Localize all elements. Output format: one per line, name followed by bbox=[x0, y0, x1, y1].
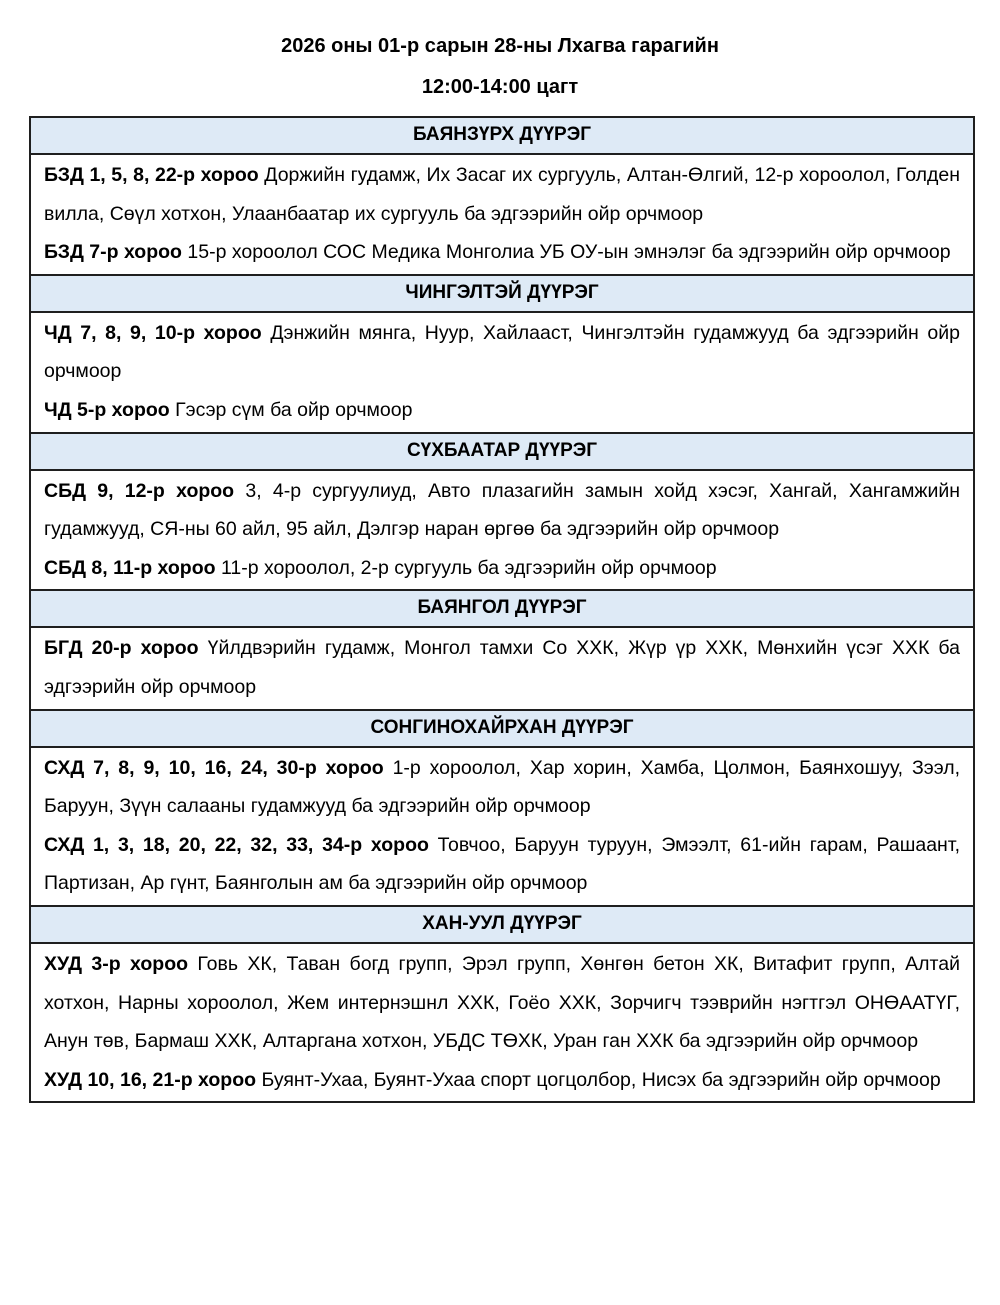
khoroo-entry bbox=[44, 945, 960, 1061]
khoroo-label: БЗД 1, 5, 8, 22-р хороо bbox=[44, 164, 259, 186]
outage-table-body bbox=[30, 117, 974, 1102]
khoroo-label: ЧД 5-р хороо bbox=[44, 398, 170, 421]
district-areas-cell bbox=[30, 154, 974, 275]
khoroo-entry bbox=[44, 826, 960, 903]
khoroo-entry bbox=[44, 749, 960, 826]
district-name: СҮХБААТАР ДҮҮРЭГ bbox=[30, 433, 974, 470]
areas-text: Үйлдвэрийн гудамж, Монгол тамхи Со ХХК, Жүр үр ХХК, Мөнхийн үсэг ХХК ба эдгээрийн ойр орчмоор bbox=[44, 637, 961, 698]
district-areas-cell bbox=[30, 747, 974, 906]
outage-schedule-table bbox=[29, 116, 975, 1103]
district-body-row bbox=[30, 312, 974, 433]
khoroo-entry bbox=[44, 391, 960, 430]
district-areas-cell bbox=[30, 470, 974, 591]
district-name: ХАН-УУЛ ДҮҮРЭГ bbox=[30, 906, 974, 943]
khoroo-label: ЧД 7, 8, 9, 10-р хороо bbox=[44, 321, 262, 344]
title-time-line: 12:00-14:00 цагт bbox=[421, 76, 579, 98]
district-areas-cell bbox=[30, 943, 974, 1102]
areas-text: Говь ХК, Таван богд групп, Эрэл групп, Хөнгөн бетон ХК, Витафит групп, Алтай хотхон, Нарны хороолол, Жем интернэшнл ХХК, Гоёо ХХК, Зорчигч тээврийн нэгтгэл ОНӨААТҮГ, Анун төв, Бармаш ХХК, Алтаргана хотхон, УБДС ТӨХК, Уран ган ХХК ба эдгээрийн ойр орчмоор bbox=[44, 952, 961, 1053]
areas-text: 3, 4-р сургуулиуд, Авто плазагийн замын хойд хэсэг, Хангай, Хангамжийн гудамжууд, СЯ-ны 60 айл, 95 айл, Дэлгэр наран өргөө ба эдгээрийн ойр орчмоор bbox=[44, 479, 960, 541]
khoroo-label: СБД 9, 12-р хороо bbox=[44, 479, 235, 502]
district-body-row bbox=[30, 470, 974, 591]
district-body-row bbox=[30, 747, 974, 906]
khoroo-label: БГД 20-р хороо bbox=[44, 637, 199, 660]
areas-text: Буянт-Ухаа, Буянт-Ухаа спорт цогцолбор, Нисэх ба эдгээрийн ойр орчмоор bbox=[261, 1068, 941, 1091]
khoroo-entry bbox=[44, 233, 960, 272]
areas-text: Дэнжийн мянга, Нуур, Хайлааст, Чингэлтэйн гудамжууд ба эдгээрийн ойр орчмоор bbox=[44, 321, 960, 383]
district-header-row bbox=[30, 590, 974, 627]
areas-text: Товчоо, Баруун туруун, Эмээлт, 61-ийн гарам, Рашаант, Партизан, Ар гүнт, Баянголын ам ба эдгээрийн ойр орчмоор bbox=[44, 833, 960, 895]
district-header-row bbox=[30, 906, 974, 943]
khoroo-entry bbox=[44, 1061, 960, 1100]
district-body-row bbox=[30, 154, 974, 275]
areas-text: Гэсэр сүм ба ойр орчмоор bbox=[175, 398, 413, 421]
khoroo-entry bbox=[44, 629, 960, 706]
khoroo-entry bbox=[44, 314, 960, 391]
khoroo-label: СХД 7, 8, 9, 10, 16, 24, 30-р хороо bbox=[44, 756, 384, 779]
district-areas-cell bbox=[30, 312, 974, 433]
areas-text: 11-р хороолол, 2-р сургууль ба эдгээрийн ойр орчмоор bbox=[220, 556, 717, 579]
district-header-row bbox=[30, 710, 974, 747]
district-areas-cell bbox=[30, 627, 974, 709]
district-body-row bbox=[30, 627, 974, 709]
title-date-line: 2026 оны 01-р сарын 28-ны Лхагва гарагийн bbox=[281, 35, 719, 57]
khoroo-entry bbox=[44, 549, 960, 588]
district-name: БАЯНЗҮРХ ДҮҮРЭГ bbox=[30, 117, 974, 154]
district-header-row bbox=[30, 433, 974, 470]
document-title bbox=[0, 34, 1000, 99]
areas-text: 15-р хороолол СОС Медика Монголиа УБ ОУ-ын эмнэлэг ба эдгээрийн ойр орчмоор bbox=[187, 241, 951, 264]
areas-text: Доржийн гудамж, Их Засаг их сургууль, Алтан-Өлгий, 12-р хороолол, Голден вилла, Сөүл хотхон, Улаанбаатар их сургууль ба эдгээрийн ойр орчмоор bbox=[44, 164, 961, 225]
khoroo-label: ХУД 10, 16, 21-р хороо bbox=[44, 1068, 257, 1091]
areas-text: 1-р хороолол, Хар хорин, Хамба, Цолмон, Баянхошуу, Зээл, Баруун, Зүүн салааны гудамжууд ба эдгээрийн ойр орчмоор bbox=[44, 756, 961, 818]
khoroo-label: СХД 1, 3, 18, 20, 22, 32, 33, 34-р хороо bbox=[44, 833, 429, 856]
district-name: СОНГИНОХАЙРХАН ДҮҮРЭГ bbox=[30, 710, 974, 747]
khoroo-label: ХУД 3-р хороо bbox=[44, 952, 189, 975]
district-body-row bbox=[30, 943, 974, 1102]
khoroo-label: СБД 8, 11-р хороо bbox=[44, 556, 216, 579]
khoroo-entry bbox=[44, 472, 960, 549]
district-name: БАЯНГОЛ ДҮҮРЭГ bbox=[30, 590, 974, 627]
district-name: ЧИНГЭЛТЭЙ ДҮҮРЭГ bbox=[30, 275, 974, 312]
khoroo-label: БЗД 7-р хороо bbox=[44, 241, 182, 264]
district-header-row bbox=[30, 275, 974, 312]
district-header-row bbox=[30, 117, 974, 154]
khoroo-entry bbox=[44, 156, 960, 233]
